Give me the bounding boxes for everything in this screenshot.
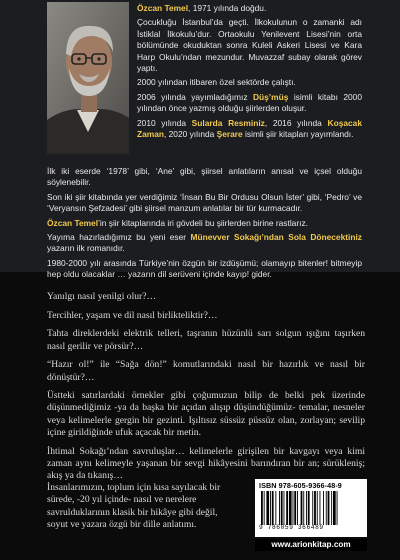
- blurb-question-1: Yanılgı nasıl yenilgi olur?…: [47, 291, 157, 302]
- bio-poetry-books: 2010 yılında Sularda Resminiz, 2016 yılında Koşacak Zaman, 2020 yılında Şerare isimli şiir kitapları yayımlandı.: [137, 117, 362, 140]
- bio-recent-works: Son iki şiir kitabında yer verdiğimiz ‘İnsan Bu Bir Ordusu Olsun İster’ gibi, ‘Pedro’ ve ‘Veryansın Şefzadesi’ gibi şiirsel manzum anlatılar bir tür kurmacadır.: [47, 191, 362, 214]
- book-title-sularda: Sularda Resminiz: [191, 117, 265, 128]
- book-title-kosacak: Koşacak Zaman: [137, 117, 362, 140]
- bio-birth-text: , 1971 yılında doğdu.: [188, 3, 267, 13]
- barcode-icon: [259, 491, 363, 525]
- blurb-question-3: Tahta direklerdeki elektrik telleri, taşranın hüzünlü sarı solgun ışığını taşırken nasıl gerilir ve pörsür?…: [47, 328, 365, 352]
- author-photo: [47, 2, 129, 154]
- author-name: Özcan Temel: [137, 3, 189, 13]
- bio-style: Özcan Temel’in şiir kitaplarında iri gövdeli bu şiirlerden birine rastlarız.: [47, 217, 308, 228]
- blurb-question-4: “Hazır ol!” ile “Sağa dön!” komutlarındaki nasıl bir hazırlık ve nasıl bir dönüştür?…: [47, 359, 365, 383]
- publisher-website[interactable]: www.arionkitap.com: [255, 539, 367, 551]
- author-portrait-icon: [47, 2, 129, 154]
- novel-title: Münevver Sokağı’ndan Sola Dönecektiniz: [190, 232, 362, 243]
- bio-birth: [137, 3, 362, 14]
- blurb-closing: İhtimal Sokağı’ndan savruluşlar… kelimelerle girişilen bir kavgayı veya kimi zaman aynı kelimeyle yaşanan bir sevgi hikâyesini barındıran bir an; sürükleniş; akış ya da tıkanış… İnsanlarımızın, toplum için kısa sayılacak bir sürede, -20 yıl içinde- nasıl ve nerelere savrulduklarının klasik bir hikâye gibi değil, soyut ve yazara özgü bir dille anlatımı.: [47, 445, 365, 530]
- bio-childhood: Çocukluğu İstanbul’da geçti. İlkokulunun o zamanki adı İstiklal İlkokulu’dur. Ortaokulu Yenilevent Lisesi’nin orta bölümünde okuduktan sonra Kuleli Askeri Lisesi ve Kara Harp Okulu’ndan mezundur. Muvazzaf subay olarak görev yaptı.: [137, 17, 362, 74]
- isbn-barcode: [255, 479, 367, 537]
- author-bio: [137, 3, 362, 143]
- bio-early-works: İlk iki eserde ‘1978’ gibi, ‘Ane’ gibi, şiirsel anlatıların anısal ve içsel olduğu söylenebilir.: [47, 166, 362, 188]
- barcode-digits: 9 786059 366489: [259, 524, 324, 531]
- blurb-question-2: Tercihler, yaşam ve dil nasıl birlikteliktir?…: [47, 309, 218, 321]
- isbn-number: ISBN 978-605-9366-48-9: [259, 481, 342, 490]
- bio-first-book: 2006 yılında yayımladığımız Düş’müş isimli kitabı 2000 yılından önce yazmış olduğu şiirlerden oluşur.: [137, 91, 362, 114]
- bio-novel: Yayıma hazırladığımız bu yeni eser Münevver Sokağı’ndan Sola Dönecektiniz yazarın ilk romanıdır.: [47, 232, 362, 254]
- author-bio-continued: [47, 166, 362, 284]
- blurb-description: Üstteki satırlardaki örnekler gibi çoğumuzun bilip de belki pek üzerinde düşünmediğimiz -ya da başka bir açıdan alışıp düşündüğümüz- temalar, nesneler veya kelimelerle gergin bir gezinti. Işıltısız süssüz püssüz olan, zorlayan; sevilip içine girildiğinde ufuk açacak bir metin.: [47, 390, 365, 438]
- bio-summary: 1980-2000 yılı arasında Türkiye’nin özgün bir izdüşümü; olamayıp bitenler! bitmeyip hep oldu olacaklar … yazarın dil serüveni içinde kayıp! gider.: [47, 257, 362, 280]
- book-title-dusmus: Düş’müş: [252, 91, 289, 102]
- book-title-serare: Şerare: [216, 129, 243, 140]
- bio-career: 2000 yılından itibaren özel sektörde çalıştı.: [137, 77, 296, 88]
